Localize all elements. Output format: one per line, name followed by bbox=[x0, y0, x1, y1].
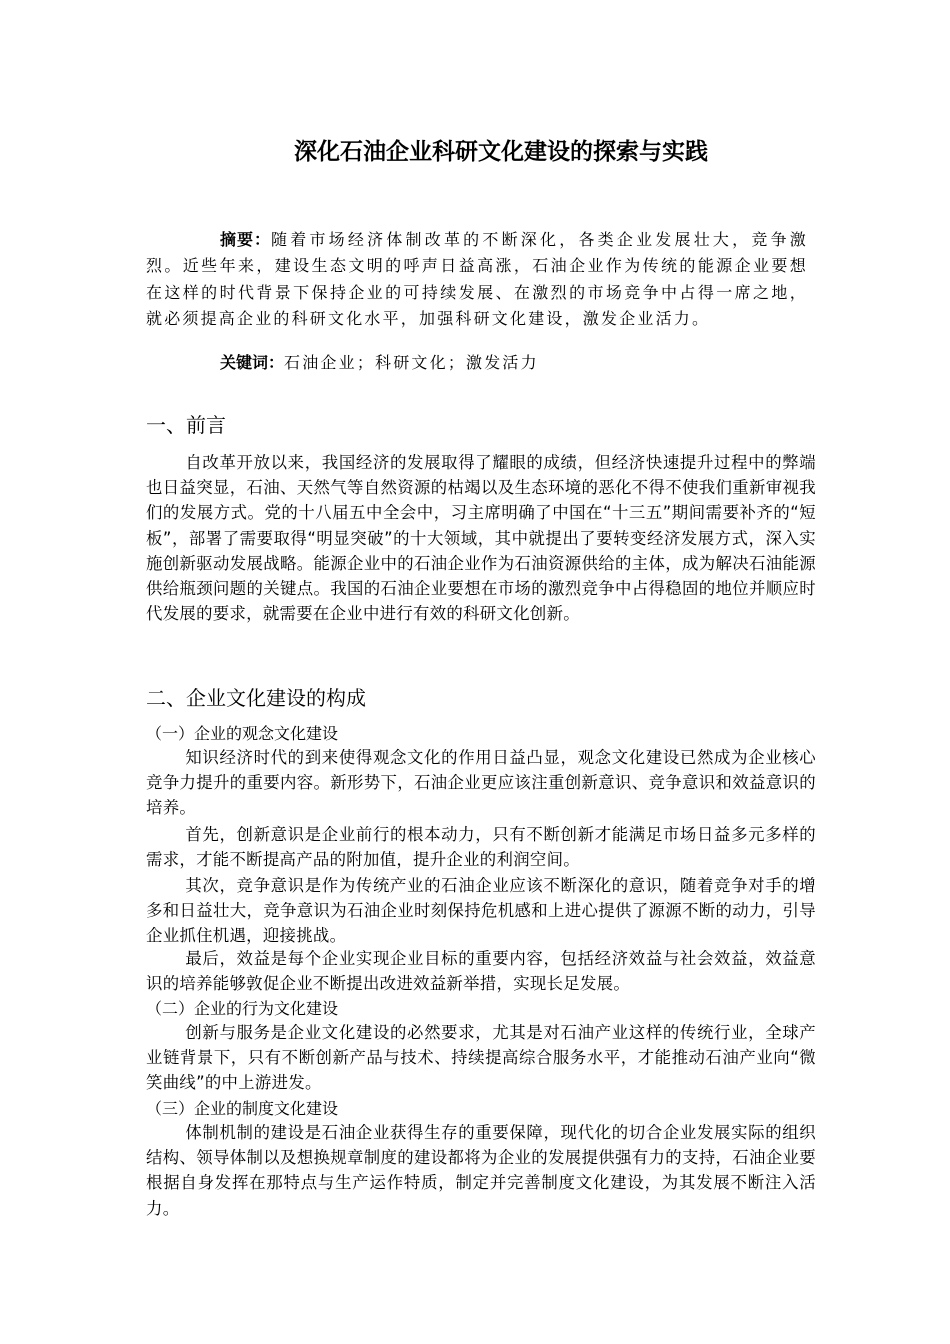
keywords-label: 关键词： bbox=[220, 353, 285, 372]
abstract-label: 摘要： bbox=[220, 230, 272, 249]
keywords-text: 石油企业；科研文化；激发活力 bbox=[284, 353, 539, 372]
concept-paragraph-3: 其次，竞争意识是作为传统产业的石油企业应该不断深化的意识，随着竞争对手的增多和日益壮大，竞争意识为石油企业时刻保持危机感和上进心提供了源源不断的动力，引导企业抓住机遇，迎接挑战。 bbox=[146, 876, 816, 946]
subsection-heading-behavior: （二）企业的行为文化建设 bbox=[146, 999, 339, 1018]
concept-paragraph-4: 最后，效益是每个企业实现企业目标的重要内容，包括经济效益与社会效益，效益意识的培养能够敦促企业不断提出改进效益新举措，实现长足发展。 bbox=[146, 949, 816, 994]
concept-paragraph-1: 知识经济时代的到来使得观念文化的作用日益凸显，观念文化建设已然成为企业核心竞争力提升的重要内容。新形势下，石油企业更应该注重创新意识、竞争意识和效益意识的培养。 bbox=[146, 748, 816, 818]
subsection-heading-concept: （一）企业的观念文化建设 bbox=[146, 724, 339, 743]
preface-paragraph: 自改革开放以来，我国经济的发展取得了耀眼的成绩，但经济快速提升过程中的弊端也日益突显，石油、天然气等自然资源的枯竭以及生态环境的恶化不得不使我们重新审视我们的发展方式。党的十八届五中全会中，习主席明确了中国在“十三五”期间需要补齐的“短板”，部署了需要取得“明显突破”的十大领域，其中就提出了要转变经济发展方式，深入实施创新驱动发展战略。能源企业中的石油企业作为石油资源供给的主体，成为解决石油能源供给瓶颈问题的关键点。我国的石油企业要想在市场的激烈竞争中占得稳固的地位并顺应时代发展的要求，就需要在企业中进行有效的科研文化创新。 bbox=[146, 453, 816, 624]
section-heading-preface: 一、前言 bbox=[146, 413, 226, 437]
concept-paragraph-2: 首先，创新意识是企业前行的根本动力，只有不断创新才能满足市场日益多元多样的需求，才能不断提高产品的附加值，提升企业的利润空间。 bbox=[146, 825, 816, 870]
system-paragraph: 体制机制的建设是石油企业获得生存的重要保障，现代化的切合企业发展实际的组织结构、领导体制以及想换规章制度的建设都将为企业的发展提供强有力的支持，石油企业要根据自身发挥在那特点与生产运作特质，制定并完善制度文化建设，为其发展不断注入活力。 bbox=[146, 1123, 816, 1218]
keywords bbox=[146, 350, 539, 376]
document-title: 深化石油企业科研文化建设的探索与实践 bbox=[294, 139, 708, 165]
abstract-text: 随着市场经济体制改革的不断深化，各类企业发展壮大，竞争激烈。近些年来，建设生态文明的呼声日益高涨，石油企业作为传统的能源企业要想在这样的时代背景下保持企业的可持续发展、在激烈的市场竞争中占得一席之地，就必须提高企业的科研文化水平，加强科研文化建设，激发企业活力。 bbox=[146, 230, 808, 329]
subsection-heading-system: （三）企业的制度文化建设 bbox=[146, 1099, 339, 1118]
section-heading-composition: 二、企业文化建设的构成 bbox=[146, 686, 366, 710]
abstract bbox=[146, 227, 808, 333]
behavior-paragraph: 创新与服务是企业文化建设的必然要求，尤其是对石油产业这样的传统行业，全球产业链背景下，只有不断创新产品与技术、持续提高综合服务水平，才能推动石油产业向“微笑曲线”的中上游进发。 bbox=[146, 1023, 816, 1093]
